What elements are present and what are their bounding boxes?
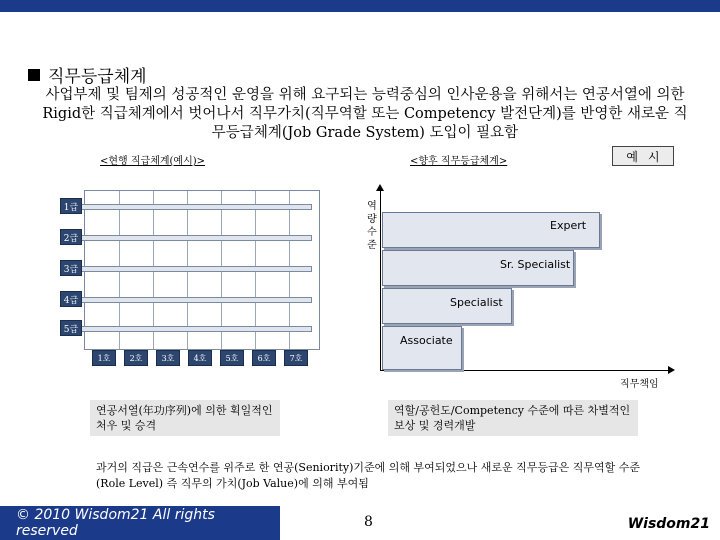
page-title: [28, 62, 147, 87]
grade-row: [60, 320, 312, 334]
summary-text: 과거의 직급은 근속연수를 위주로 한 연공(Seniority)기준에 의해 부여되었으나 새로운 직무등급은 직무역할 수준(Role Level) 즉 직무의 가치(Job Value)에 의해 부여됨: [96, 461, 641, 490]
horizontal-axis-label: 직무책임: [620, 379, 659, 390]
level-label: Expert: [550, 219, 587, 232]
grade-row: [60, 229, 312, 243]
example-badge: 예시: [612, 146, 674, 166]
right-diagram-caption: <향후 직무등급체계>: [410, 156, 508, 167]
step-chip: 3호: [156, 350, 180, 366]
page-title-text: 직무등급체계: [48, 67, 147, 87]
step-chip: 4호: [188, 350, 212, 366]
header-bar: [0, 0, 720, 44]
vertical-axis: [380, 190, 381, 370]
grade-row: [60, 198, 312, 212]
bullet-square-icon: [28, 69, 40, 81]
grade-chip: 2급: [60, 229, 82, 245]
level-step-associate: [382, 326, 462, 370]
grade-chip: 3급: [60, 260, 82, 276]
arrow-right-icon: [668, 366, 675, 374]
step-row: [92, 350, 308, 366]
page-number: 8: [364, 514, 373, 530]
left-note: 연공서열(年功序列)에 의한 획일적인 처우 및 승격: [90, 400, 280, 436]
grade-chip: 5급: [60, 320, 82, 336]
grade-row: [60, 260, 312, 274]
level-label: Sr. Specialist: [500, 258, 571, 271]
step-chip: 2호: [124, 350, 148, 366]
horizontal-axis: [380, 370, 670, 371]
arrow-up-icon: [376, 184, 384, 191]
level-label: Associate: [400, 334, 453, 347]
step-chip: 6호: [252, 350, 276, 366]
grade-row: [60, 291, 312, 305]
vertical-axis-label: 역량수준: [367, 201, 377, 251]
level-label: Specialist: [450, 296, 503, 309]
step-chip: 7호: [284, 350, 308, 366]
step-chip: 5호: [220, 350, 244, 366]
footer-copyright: © 2010 Wisdom21 All rights reserved: [0, 506, 280, 540]
right-note: 역할/공헌도/Competency 수준에 따른 차별적인 보상 및 경력개발: [388, 400, 638, 436]
grade-chip: 4급: [60, 291, 82, 307]
intro-text: 사업부제 및 팀제의 성공적인 운영을 위해 요구되는 능력중심의 인사운용을 위해서는 연공서열에 의한 Rigid한 직급체계에서 벗어나서 직무가치(직무역할 또는 Competency 발전단계)를 반영한 새로운 직무등급체계(Job Grade System) 도입이 필요함: [42, 87, 688, 141]
step-chip: 1호: [92, 350, 116, 366]
footer-brand: Wisdom21: [627, 516, 710, 532]
grade-chip: 1급: [60, 198, 82, 214]
left-diagram-caption: <현행 직급체계(예시)>: [100, 156, 206, 167]
